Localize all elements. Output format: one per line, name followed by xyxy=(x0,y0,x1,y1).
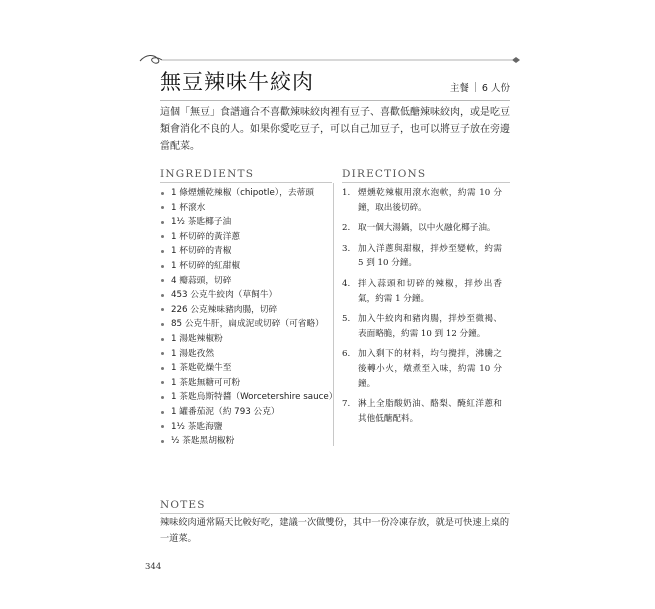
direction-step xyxy=(342,397,502,426)
title-flourish-ornament xyxy=(138,52,520,66)
step-text: 加入剩下的材料，均勻攪拌，沸騰之後轉小火，燉煮至入味，約需 10 分鐘。 xyxy=(358,349,502,389)
step-text: 加入牛絞肉和豬肉腸，拌炒至微褐、表面略脆，約需 10 到 12 分鐘。 xyxy=(358,314,502,339)
ingredients-list xyxy=(160,186,338,449)
directions-rule xyxy=(342,182,510,183)
ingredient-item: 1 茶匙無糖可可粉 xyxy=(160,376,332,391)
step-number: 6. xyxy=(342,349,351,360)
ingredient-item: 4 瓣蒜頭，切碎 xyxy=(160,274,332,289)
course-label: 主餐 xyxy=(449,83,469,94)
step-text: 淋上全脂酸奶油、酪梨、醃紅洋蔥和其他低醣配料。 xyxy=(358,399,502,424)
notes-heading: NOTES xyxy=(160,499,206,511)
step-number: 1. xyxy=(342,188,351,198)
direction-step xyxy=(342,312,502,341)
notes-rule xyxy=(160,513,510,514)
step-text: 加入洋蔥與甜椒，拌炒至變軟，約需 5 到 10 分鐘。 xyxy=(358,243,502,269)
step-text: 拌入蒜頭和切碎的辣椒，拌炒出香氣，約需 1 分鐘。 xyxy=(358,278,502,304)
direction-step xyxy=(342,347,502,391)
ingredient-item: 1 杯切碎的黃洋蔥 xyxy=(160,230,332,245)
ingredient-item: 1 湯匙辣椒粉 xyxy=(160,332,332,347)
ingredient-item: 226 公克辣味豬肉腸，切碎 xyxy=(160,303,332,318)
servings-label: 6 人份 xyxy=(481,83,510,94)
direction-step xyxy=(342,186,502,215)
directions-list xyxy=(342,186,502,432)
title-underline xyxy=(160,100,510,101)
ingredient-item: 1 杯切碎的紅甜椒 xyxy=(160,259,332,274)
recipe-intro: 這個「無豆」食譜適合不喜歡辣味絞肉裡有豆子、喜歡低醣辣味絞肉，或是吃豆類會消化不良的人。如果你愛吃豆子，可以自己加豆子，也可以將豆子放在旁邊當配菜。 xyxy=(160,107,510,152)
page-number: 344 xyxy=(145,562,162,572)
step-number: 5. xyxy=(342,314,351,325)
ingredient-item: 1 茶匙烏斯特醬（Worcetershire sauce） xyxy=(160,390,332,405)
ingredient-item: 453 公克牛絞肉（草飼牛） xyxy=(160,288,332,303)
recipe-meta xyxy=(450,80,510,94)
notes-text: 辣味絞肉通常隔天比較好吃，建議一次做雙份，其中一份冷凍存放，就是可快速上桌的一道菜。 xyxy=(160,517,510,544)
ingredient-item: 1 條煙燻乾辣椒（chipotle），去蒂頭 xyxy=(160,186,332,201)
step-number: 7. xyxy=(342,399,351,410)
direction-step xyxy=(342,242,502,271)
ingredient-item: 1½ 茶匙椰子油 xyxy=(160,215,332,230)
ingredient-item: 1 杯切碎的青椒 xyxy=(160,244,332,259)
directions-heading: DIRECTIONS xyxy=(342,168,427,180)
ingredient-item: 1 湯匙孜然 xyxy=(160,347,332,362)
ingredient-item: 1½ 茶匙海鹽 xyxy=(160,420,332,435)
direction-step xyxy=(342,277,502,306)
step-text: 取一個大湯鍋，以中火融化椰子油。 xyxy=(358,223,496,234)
ingredients-rule xyxy=(160,182,332,183)
ingredient-item: 1 茶匙乾燥牛至 xyxy=(160,361,332,376)
recipe-title: 無豆辣味牛絞肉 xyxy=(160,70,314,94)
ingredient-item: ½ 茶匙黑胡椒粉 xyxy=(160,434,332,449)
step-number: 2. xyxy=(342,223,351,234)
ingredients-heading: INGREDIENTS xyxy=(160,168,255,180)
ingredient-item: 1 杯滾水 xyxy=(160,201,332,216)
meta-divider xyxy=(475,82,476,92)
step-text: 煙燻乾辣椒用滾水泡軟，約需 10 分鐘，取出後切碎。 xyxy=(358,188,502,213)
column-divider xyxy=(333,183,334,446)
step-number: 4. xyxy=(342,278,351,289)
direction-step xyxy=(342,221,502,236)
step-number: 3. xyxy=(342,243,351,254)
ingredient-item: 85 公克牛肝，扁成泥或切碎（可省略） xyxy=(160,317,332,332)
ingredient-item: 1 罐番茄泥（約 793 公克） xyxy=(160,405,332,420)
